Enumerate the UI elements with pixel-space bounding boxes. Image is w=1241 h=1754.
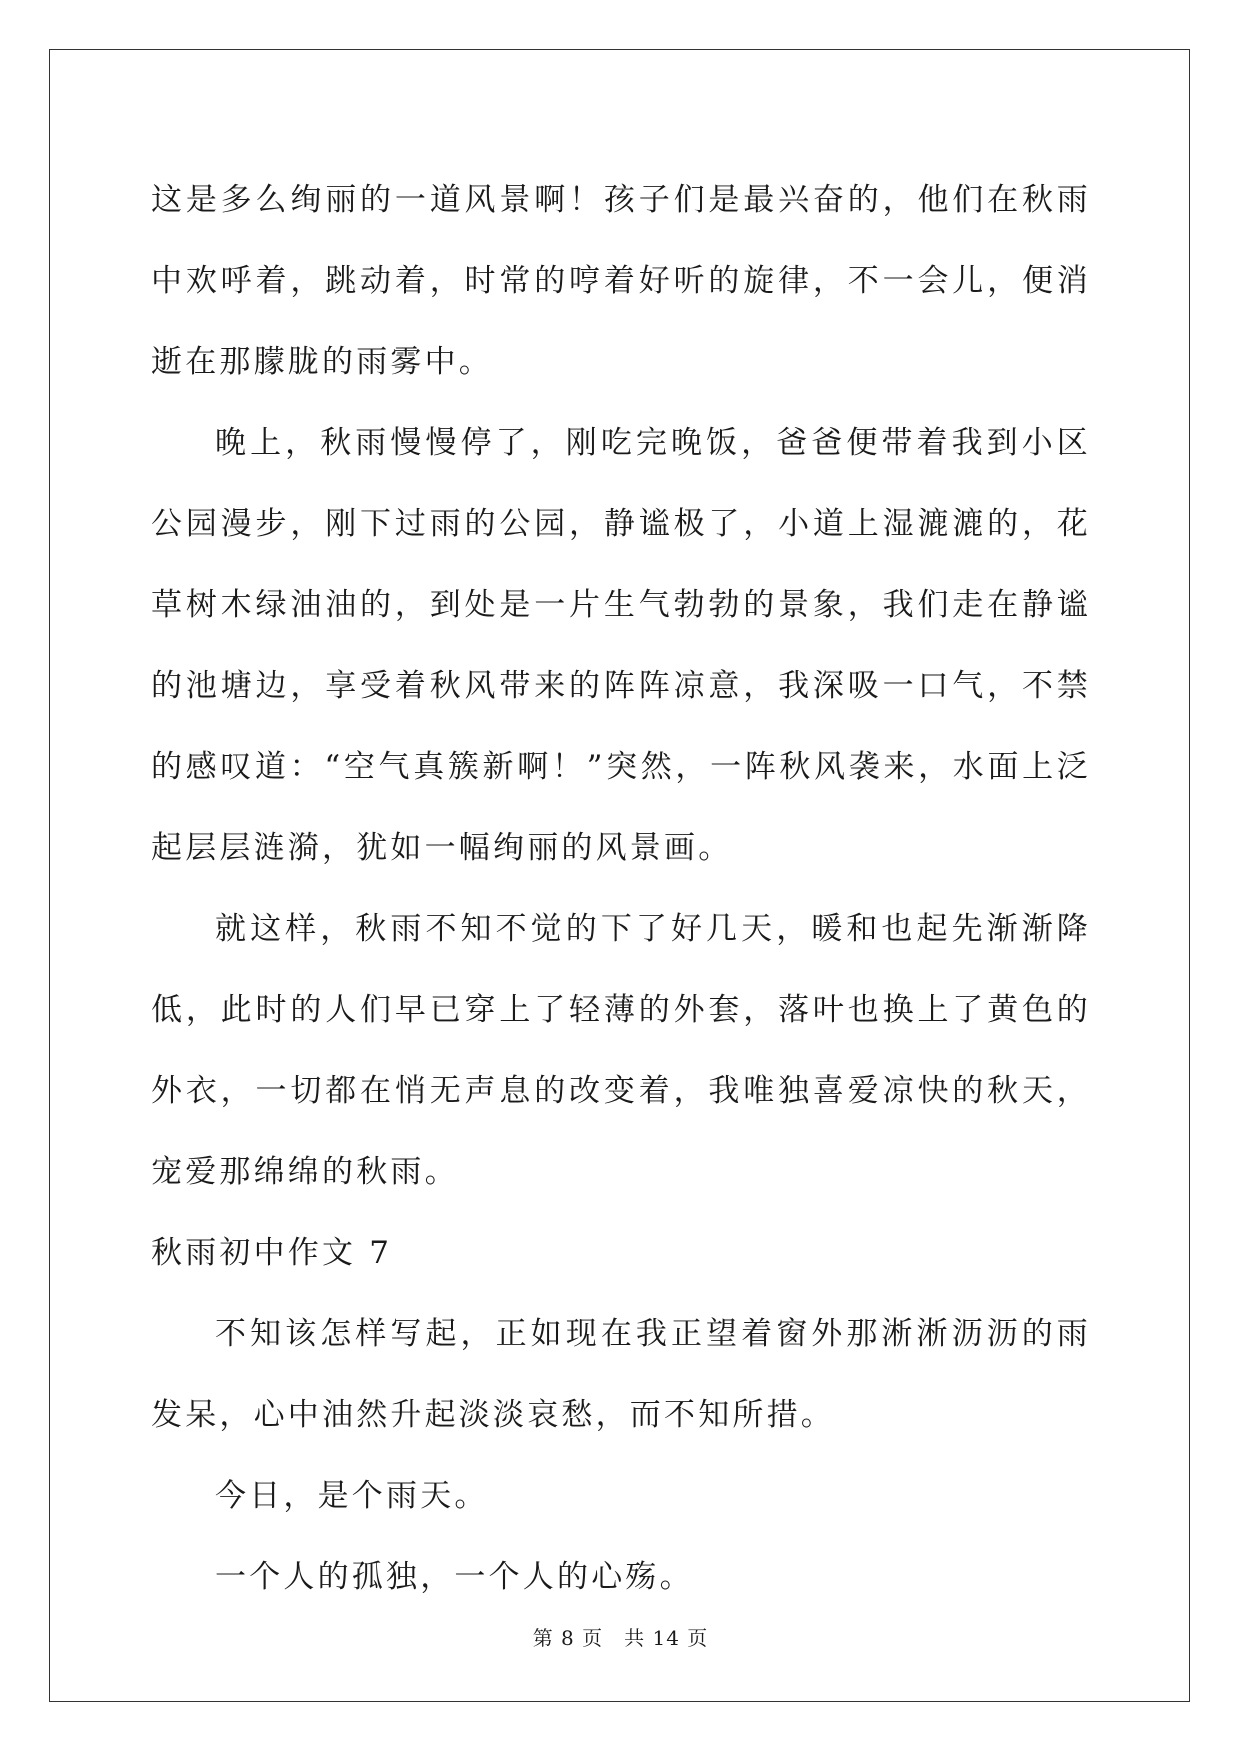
section-title: 秋雨初中作文 7	[151, 1235, 393, 1271]
paragraph-6: 一个人的孤独，一个人的心殇。	[215, 1559, 694, 1595]
paragraph-1: 这是多么绚丽的一道风景啊！孩子们是最兴奋的，他们在秋雨中欢呼着，跳动着，时常的哼着好听的旋律，不一会儿，便消逝在那朦胧的雨雾中。	[151, 182, 1091, 380]
document-body	[151, 160, 1091, 1618]
paragraph-3: 就这样，秋雨不知不觉的下了好几天，暖和也起先渐渐降低，此时的人们早已穿上了轻薄的外套，落叶也换上了黄色的外衣，一切都在悄无声息的改变着，我唯独喜爱凉快的秋天，宠爱那绵绵的秋雨。	[151, 911, 1091, 1190]
paragraph-4: 不知该怎样写起，正如现在我正望着窗外那淅淅沥沥的雨发呆，心中油然升起淡淡哀愁，而不知所措。	[151, 1316, 1091, 1433]
paragraph-5: 今日，是个雨天。	[215, 1478, 489, 1514]
page-number: 第 8 页 共 14 页	[532, 1626, 709, 1650]
paragraph-2: 晚上，秋雨慢慢停了，刚吃完晚饭，爸爸便带着我到小区公园漫步，刚下过雨的公园，静谧极了，小道上湿漉漉的，花草树木绿油油的，到处是一片生气勃勃的景象，我们走在静谧的池塘边，享受着秋风带来的阵阵凉意，我深吸一口气，不禁的感叹道：“空气真簇新啊！”突然，一阵秋风袭来，水面上泛起层层涟漪，犹如一幅绚丽的风景画。	[151, 425, 1091, 866]
